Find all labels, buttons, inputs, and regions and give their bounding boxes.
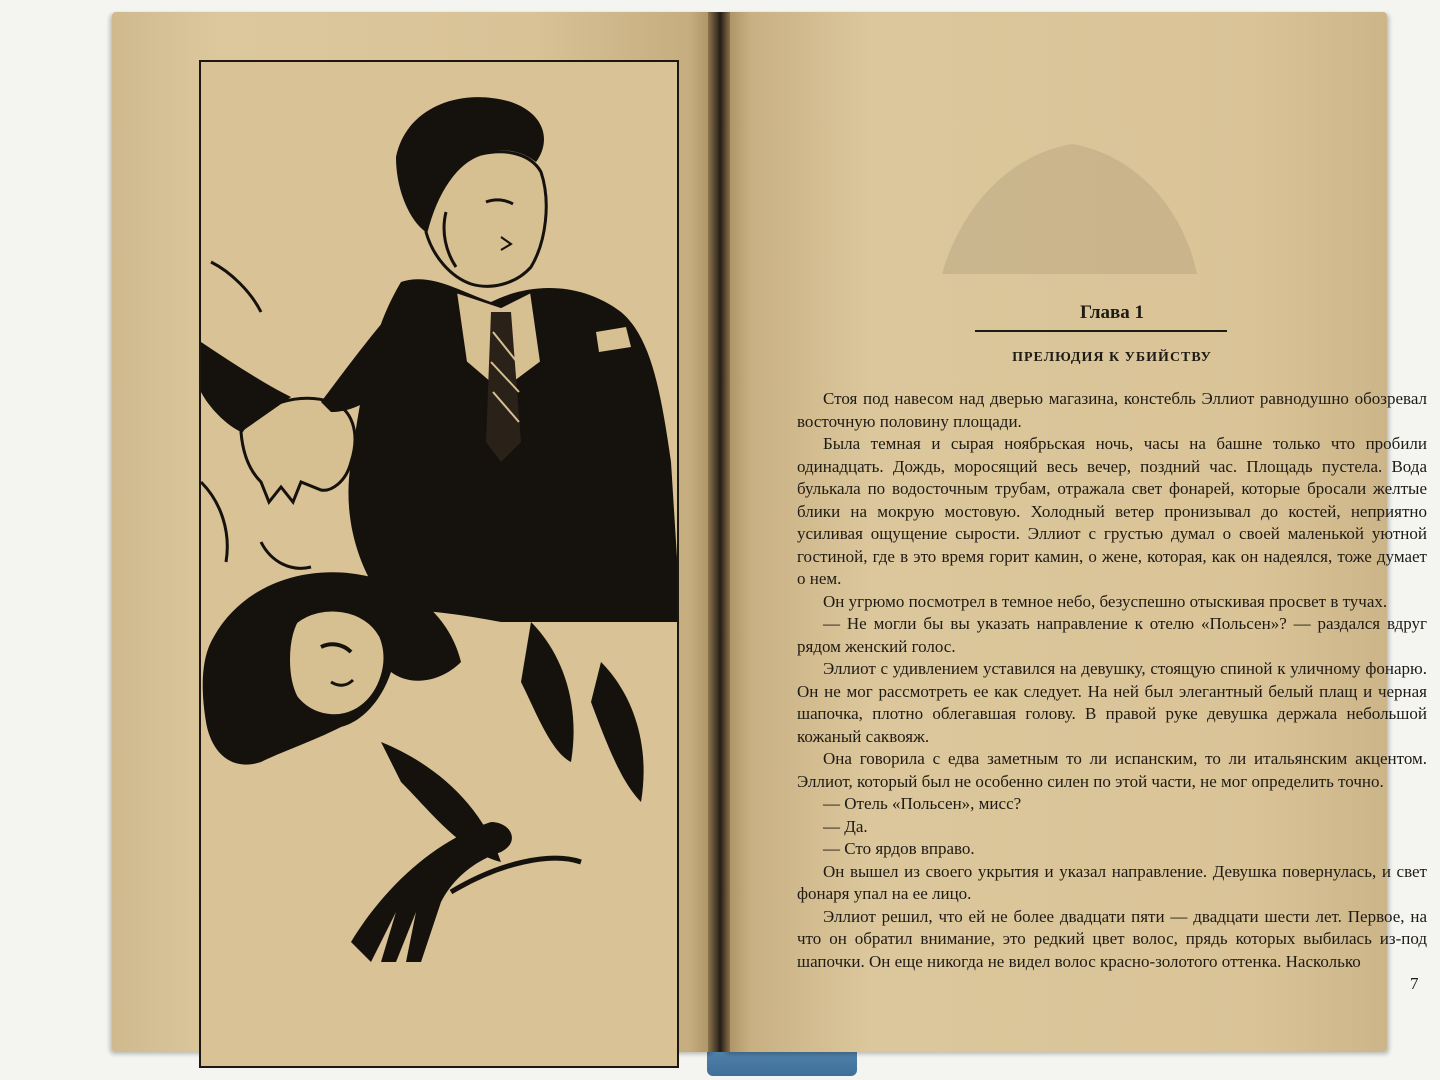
book-gutter (708, 12, 730, 1052)
paragraph: Эллиот с удивлением уставился на девушку, стоящую спиной к уличному фонарю. Он не мог рассмотреть ее как следует. На ней был элегантный белый плащ и черная шапочка, плотно облегавшая голову. В правой руке девушка держала небольшой кожаный саквояж. (797, 659, 1427, 746)
open-book (112, 12, 1427, 1074)
paragraph: Он вышел из своего укрытия и указал направление. Девушка повернулась, и свет фонаря упал на ее лицо. (797, 861, 1427, 903)
chapter-heading (797, 302, 1427, 328)
paragraph: — Сто ярдов вправо. (823, 839, 975, 858)
paragraph: — Отель «Польсен», мисс? (823, 794, 1022, 813)
paragraph: Он угрюмо посмотрел в темное небо, безуспешно отыскивая просвет в тучах. (823, 591, 1388, 611)
paragraph: — Да. (823, 816, 868, 836)
show-through-ghost-image (922, 124, 1212, 284)
page-number: 7 (1410, 974, 1419, 993)
book-illustration (199, 60, 679, 1068)
man-and-woman-illustration (201, 62, 679, 1068)
paragraph: Она говорила с едва заметным то ли испанским, то ли итальянским акцентом. Эллиот, который был не особенно силен по этой части, не мог определить точно. (797, 749, 1427, 791)
chapter-text (797, 302, 1427, 973)
chapter-underline (975, 330, 1227, 332)
paragraph: Была темная и сырая ноябрьская ночь, часы на башне только что пробили одинадцать. Дождь, моросящий весь вечер, поздний час. Площадь пустела. Вода булькала по водосточным трубам, отражала свет фонарей, которые бросали желтые блики на мокрую мостовую. Холодный ветер пронизывал до костей, неприятно усиливая ощущение сырости. Эллиот с грустью думал о своей маленькой уютной гостиной, где в это время горит камин, о жене, которая, как он надеялся, тоже думает о нем. (797, 434, 1427, 588)
chapter-title: Глава 1 (1079, 302, 1145, 323)
chapter-subtitle: ПРЕЛЮДИЯ К УБИЙСТВУ (1012, 350, 1212, 365)
paragraph: Эллиот решил, что ей не более двадцати пяти — двадцати шести лет. Первое, на что он обратил внимание, это редкий цвет волос, прядь которых выбилась из-под шапочки. Он еще никогда не видел волос красно-золотого оттенка. Насколько (797, 906, 1427, 971)
paragraph: — Не могли бы вы указать направление к отелю «Польсен»? — раздался вдруг рядом женский голос. (797, 614, 1427, 656)
paragraph: Стоя под навесом над дверью магазина, констебль Эллиот равнодушно обозревал восточную половину площади. (797, 389, 1427, 431)
